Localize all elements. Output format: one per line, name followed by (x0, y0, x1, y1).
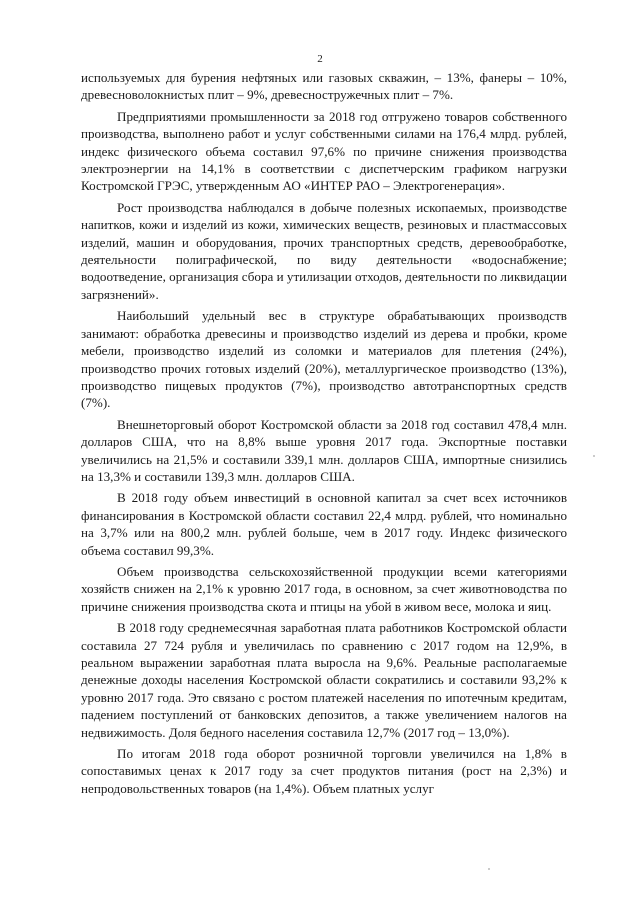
paragraph-investments: В 2018 году объем инвестиций в основной капитал за счет всех источников финансирования в Костромской области составил 22,4 млрд. рублей, что номинально на 3,7% или на 800,2 млн. рублей больше, чем в 2017 году. Индекс физического объема составил 99,3%. (81, 490, 567, 558)
paragraph-continuation: используемых для бурения нефтяных или газовых скважин, – 13%, фанеры – 10%, древесноволокнистых плит – 9%, древесностружечных плит – 7%. (81, 70, 567, 103)
document-body (81, 69, 567, 801)
scan-speck (593, 455, 595, 457)
paragraph-wages-income: В 2018 году среднемесячная заработная плата работников Костромской области составила 27 724 рубля и увеличилась по сравнению с 2017 годом на 12,9%, в реальном выражении заработная плата выросла на 9,6%. Реальные располагаемые денежные доходы населения Костромской области сократились и составили 93,2% к уровню 2017 года. Это связано с ростом платежей населения по ипотечным кредитам, падением поступлений от банковских депозитов, а также увеличением налогов на недвижимость. Доля бедного населения составила 12,7% (2017 год – 13,0%). (81, 620, 567, 740)
paragraph-retail-trade: По итогам 2018 года оборот розничной торговли увеличился на 1,8% в сопоставимых ценах к 2017 году за счет продуктов питания (рост на 2,3%) и непродовольственных товаров (на 1,4%). Объем платных услуг (81, 746, 567, 796)
paragraph-foreign-trade: Внешнеторговый оборот Костромской области за 2018 год составил 478,4 млн. долларов США, что на 8,8% выше уровня 2017 года. Экспортные поставки увеличились на 21,5% и составили 339,1 млн. долларов США, импортные снизились на 13,3% и составили 139,3 млн. долларов США. (81, 416, 567, 484)
paragraph-industry-output: Предприятиями промышленности за 2018 год отгружено товаров собственного производства, выполнено работ и услуг собственными силами на 176,4 млрд. рублей, индекс физического объема составил 97,6% по причине снижения производства электроэнергии на 14,1% в соответствии с диспетчерским графиком нагрузки Костромской ГРЭС, утвержденным АО «ИНТЕР РАО – Электрогенерация». (81, 108, 567, 194)
paragraph-production-growth: Рост производства наблюдался в добыче полезных ископаемых, производстве напитков, кожи и изделий из кожи, химических веществ, резиновых и пластмассовых изделий, машин и оборудования, прочих транспортных средств, деревообработке, деятельности полиграфической, по виду деятельности «водоснабжение; водоотведение, организация сбора и утилизации отходов, деятельности по ликвидации загрязнений». (81, 199, 567, 302)
paragraph-agriculture: Объем производства сельскохозяйственной продукции всеми категориями хозяйств снижен на 2,1% к уровню 2017 года, в основном, за счет животноводства по причине снижения производства скота и птицы на убой в живом весе, молока и яиц. (81, 563, 567, 614)
page-number: 2 (317, 53, 323, 65)
scan-speck (488, 868, 490, 870)
paragraph-manufacturing-structure: Наибольший удельный вес в структуре обрабатывающих производств занимают: обработка древесины и производство изделий из дерева и пробки, кроме мебели, производство изделий из соломки и материалов для плетения (24%), производство прочих готовых изделий (20%), металлургическое производство (13%), производство пищевых продуктов (7%), производство автотранспортных средств (7%). (81, 308, 567, 411)
